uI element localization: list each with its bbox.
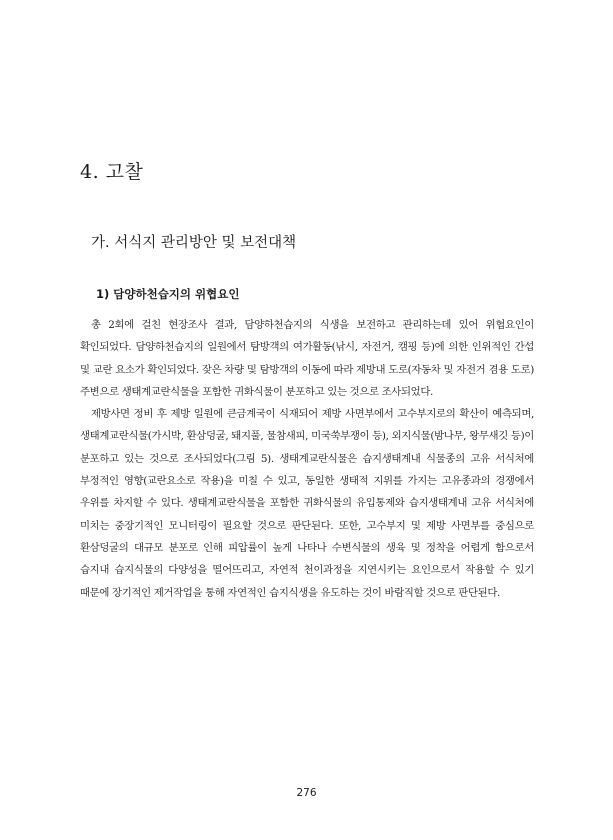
- paragraph-threat-factors: 총 2회에 걸친 현장조사 결과, 담양하천습지의 식생을 보전하고 관리하는데 있어 위협요인이 확인되었다. 담양하천습지의 일원에서 탐방객의 여가활동(낚시, 자전거, 캠핑 등)에 의한 인위적인 간섭 및 교란 요소가 확인되었다. 잦은 차량 및 탐방객의 이동에 따라 제방내 도로(자동차 및 자전거 겸용 도로) 주변으로 생태계교란식물을 포함한 귀화식물이 분포하고 있는 것으로 조사되었다.: [80, 319, 534, 398]
- body-text: [80, 314, 534, 604]
- subsection-title: 1) 담양하천습지의 위협요인: [96, 287, 240, 301]
- paragraph-invasive-plants: 제방사면 정비 후 제방 일원에 큰금계국이 식재되어 제방 사면부에서 고수부지로의 확산이 예측되며, 생태계교란식물(가시박, 환삼덩굴, 돼지풀, 물참새피, 미국쑥부쟁이 등), 외지식물(밤나무, 왕무새깃 등)이 분포하고 있는 것으로 조사되었다(그림 5). 생태계교란식물은 습지생태계내 식물종의 고유 서식처에 부정적인 영향(교란요소로 작용)을 미칠 수 있고, 동일한 생태적 지위를 가지는 고유종과의 경쟁에서 우위를 차지할 수 있다. 생태계교란식물을 포함한 귀화식물의 유입통제와 습지생태계내 고유 서식처에 미치는 중장기적인 모니터링이 필요할 것으로 판단된다. 또한, 고수부지 및 제방 사면부를 중심으로 환삼덩굴의 대규모 분포로 인해 피압률이 높게 나타나 수변식물의 생육 및 정착을 어렵게 함으로서 습지내 습지식물의 다양성을 떨어뜨리고, 자연적 천이과정을 지연시키는 요인으로서 작용할 수 있기 때문에 장기적인 제거작업을 통해 자연적인 습지식생을 유도하는 것이 바람직할 것으로 판단된다.: [80, 408, 534, 599]
- section-title: 가. 서식지 관리방안 및 보전대책: [91, 235, 297, 251]
- page-number: 276: [296, 787, 317, 799]
- chapter-title: 4. 고찰: [80, 161, 144, 183]
